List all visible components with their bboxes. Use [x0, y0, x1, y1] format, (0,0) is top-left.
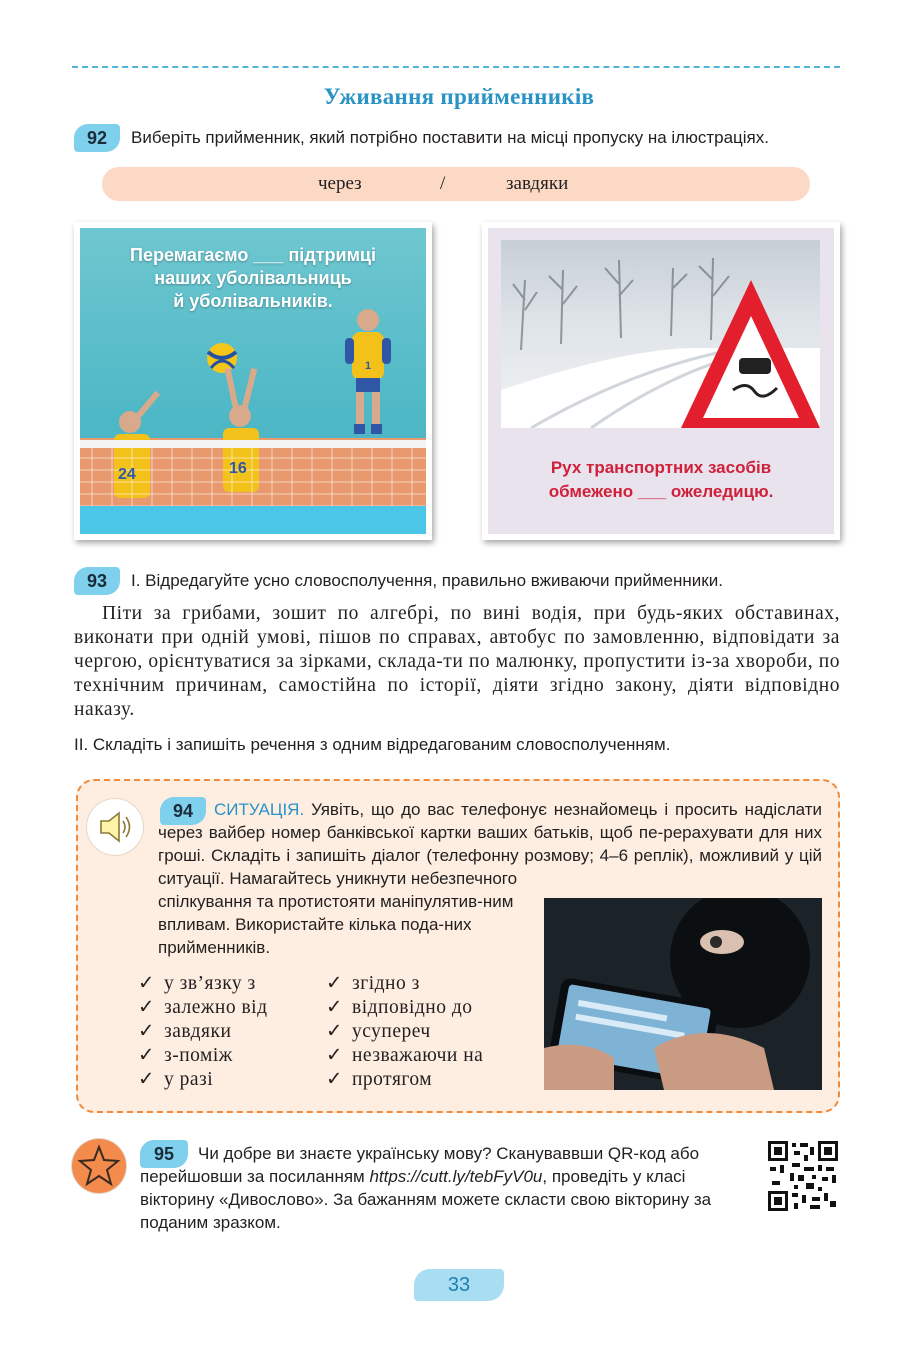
snowy-road-photo: [501, 240, 820, 428]
task-number-badge: 94: [160, 797, 206, 825]
qr-code[interactable]: [768, 1141, 838, 1211]
option-separator: /: [440, 173, 446, 194]
check-icon: ✓: [138, 1045, 155, 1066]
list-item: ✓ незважаючи на: [326, 1045, 484, 1066]
section-title: Уживання прийменників: [323, 84, 595, 109]
check-icon: ✓: [326, 997, 343, 1018]
task-number-badge: 92: [74, 124, 120, 152]
task93-phrases: [74, 602, 840, 722]
task94-text-continued: спілкування та протистояти маніпулятив-ним впливам. Використайте кілька пода-них прийменників.: [158, 892, 514, 957]
check-icon: ✓: [138, 1069, 155, 1090]
speaker-icon: [87, 799, 143, 855]
page-number: 33: [414, 1269, 504, 1301]
illustration-bottom-band: [80, 506, 426, 534]
winter-caption: Рух транспортних засобів обмежено ___ ожеледицю.: [548, 458, 774, 501]
list-item: ✓ завдяки: [138, 1021, 232, 1042]
volleyball-illustration: [80, 228, 426, 534]
list-item: ✓ у зв’язку з: [138, 973, 256, 994]
list-item: ✓ у разі: [138, 1069, 214, 1090]
top-dashed-rule: [72, 66, 840, 68]
snowy-road-drawing: [501, 240, 820, 428]
situation-label: СИТУАЦІЯ.: [214, 800, 305, 819]
task94-text: СИТУАЦІЯ. Уявіть, що до вас телефонує незнайомець і просить надіслати через вайбер номер банківської картки ваших батьків, щоб пе-рерахувати для них гроші. Складіть і запишіть діалог (телефонну розмову; 4–6 реплік), можливий у цій ситуації. Намагайтесь уникнути небезпечного: [158, 800, 822, 888]
check-icon: ✓: [138, 997, 155, 1018]
preposition-list-left: [138, 972, 268, 1092]
jersey-number: 1: [365, 360, 372, 372]
list-item: ✓ з-поміж: [138, 1045, 233, 1066]
task95-text: Чи добре ви знаєте українську мову? Скануваввши QR-код або перейшовши за посиланням https://cutt.ly/tebFyV0u, проведіть у класі вікторину «Дивослово». За бажанням можете скласти свою вікторину за поданим зразком.: [140, 1144, 712, 1232]
list-item: ✓ усупереч: [326, 1021, 431, 1042]
list-item: ✓ згідно з: [326, 973, 420, 994]
task-number-badge: 95: [140, 1140, 188, 1168]
option-cherez: через: [318, 173, 362, 194]
jersey-number: 24: [118, 466, 136, 483]
jersey-number: 16: [229, 460, 247, 477]
volleyball-caption: Перемагаємо ___ підтримці наших уболівальниць й уболівальників.: [130, 245, 376, 311]
list-item: ✓ протягом: [326, 1069, 433, 1090]
check-icon: ✓: [326, 1045, 343, 1066]
preposition-list-right: [326, 972, 483, 1092]
task92-instruction: Виберіть прийменник, який потрібно поставити на місці пропуску на ілюстраціях.: [131, 128, 769, 147]
phrases-paragraph: Піти за грибами, зошит по алгебрі, по вині водія, при будь-яких обставинах, виконати при одній умові, пішов по справах, автобус по замовленню, відповідати за чергою, орієнтуватися за зірками, склада-ти по малюнку, пропустити із-за хвороби, по технічним причинам, самостійна по історії, діяти згідно закону, діяти відповідно наказу.: [74, 603, 840, 720]
list-item: ✓ залежно від: [138, 997, 268, 1018]
task-number-badge: 93: [74, 567, 120, 595]
winter-illustration: [488, 228, 834, 534]
list-item: ✓ відповідно до: [326, 997, 473, 1018]
star-icon: [72, 1139, 126, 1193]
check-icon: ✓: [138, 973, 155, 994]
task93-part2: II. Складіть і запишіть речення з одним відредагованим словосполученням.: [74, 735, 671, 754]
check-icon: ✓: [138, 1021, 155, 1042]
check-icon: ✓: [326, 973, 343, 994]
quiz-link[interactable]: https://cutt.ly/tebFyV0u: [369, 1167, 543, 1186]
check-icon: ✓: [326, 1021, 343, 1042]
phone-scammer-photo: [544, 898, 822, 1090]
option-zavdyaky: завдяки: [506, 173, 569, 194]
task93-part1: I. Відредагуйте усно словосполучення, правильно вживаючи прийменники.: [131, 571, 723, 590]
preposition-options-bar: [102, 167, 810, 201]
check-icon: ✓: [326, 1069, 343, 1090]
